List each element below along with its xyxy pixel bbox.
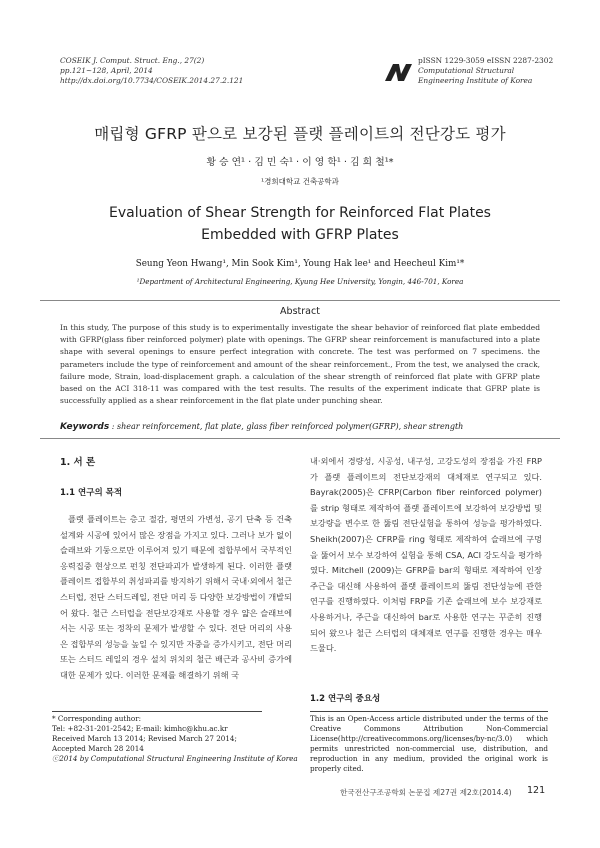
paper-title-korean: 매립형 GFRP 판으로 보강된 플랫 플레이트의 전단강도 평가: [94, 125, 506, 143]
keywords: [60, 422, 550, 432]
section-1-heading: 1. 서 론: [60, 457, 96, 468]
keywords-text: : shear reinforcement, flat plate, glass fiber reinforced polymer(GFRP), shear strength: [109, 422, 464, 431]
paper-title-english: [0, 202, 600, 246]
journal-logo: [383, 62, 413, 82]
corresponding-author-label: * Corresponding author:: [52, 714, 142, 723]
publisher-line-2: Engineering Institute of Korea: [418, 76, 533, 85]
doi-link[interactable]: http://dx.doi.org/10.7734/COSEIK.2014.27.2.121: [60, 76, 244, 85]
keywords-label: Keywords: [60, 422, 110, 432]
affiliation-korean: ¹경희대학교 건축공학과: [261, 177, 339, 186]
authors-english: Seung Yeon Hwang¹, Min Sook Kim¹, Young Hak lee¹ and Heecheul Kim¹*: [135, 259, 465, 269]
page-number: 121: [527, 785, 546, 796]
footnote-rule-right: [310, 711, 548, 712]
section-1-1-heading: 1.1 연구의 목적: [60, 488, 123, 498]
journal-pages: pp.121~128, April, 2014: [60, 66, 153, 75]
copyright: ⓒ2014 by Computational Structural Engineering Institute of Korea: [52, 754, 298, 763]
received-date: Received March 13 2014; Revised March 27 2014;: [52, 734, 237, 743]
issn: pISSN 1229-3059 eISSN 2287-2302: [418, 56, 554, 65]
intro-paragraph-left: 플랫 플레이트는 층고 절감, 평면의 가변성, 공기 단축 등 건축 설계와 시공에 있어서 많은 장점을 가지고 있다. 그러나 보가 없이 슬래브와 기둥으로만 이루어져 있기 때문에 접합부에서 국부적인 응력집중 현상으로 펀칭 전단파괴가 발생하게 된다. 이러한 플랫 플레이트 접합부의 취성파괴를 방지하기 위해서 국내·외에서 철근 스터럽, 전단 스터드레일, 전단 머리 등 다양한 보강방법이 개발되어 왔다. 철근 스터럽을 전단보강재로 사용할 경우 얇은 슬래브에서는 시공 또는 정착의 문제가 발생할 수 있다. 전단 머리의 사용은 접합부의 성능을 높일 수 있지만 자중을 증가시키고, 전단 머리 또는 스터드 레일의 경우 설치 위치의 철근 배근과 공사비 증가에 대한 문제가 있다. 이러한 문제를 해결하기 위해 국: [60, 514, 292, 680]
intro-paragraph-right: 내·외에서 경량성, 시공성, 내구성, 고강도성의 장점을 가진 FRP가 플랫 플레이트의 전단보강재의 대체재로 연구되고 있다. Bayrak(2005)은 CFRP(Carbon fiber reinforced polymer)를 strip 형태로 제작하여 플랫 플레이트에 보강하여 보강방법 및 보강량을 변수로 한 뚫림 전단실험을 통하여 성능을 평가하였다. Sheikh(2007)은 CFRP를 ring 형태로 제작하여 슬래브에 구멍을 뚫어서 보수 보강하여 실험을 통해 CSA, ACI 강도식을 평가하였다. Mitchell (2009)는 GFRP를 bar의 형태로 제작하여 인장 주근을 대신해 사용하여 플랫 플레이트의 뚫림 전단성능에 관한 연구를 진행하였다. 이처럼 FRP를 기존 슬래브에 보수 보강재로 사용하거나, 주근을 대신하여 bar로 사용한 연구는 꾸준히 진행되어 왔으나 철근 스터럽의 대체재로 연구를 진행한 경우는 매우 드물다.: [310, 456, 542, 654]
journal-header-left: [60, 56, 320, 86]
publisher-line-1: Computational Structural: [418, 66, 515, 75]
affiliation-english: ¹Department of Architectural Engineering, Kyung Hee University, Yongin, 446-701, Korea: [136, 277, 464, 286]
abstract-top-rule: [40, 300, 560, 301]
contact-info: Tel: +82-31-201-2542; E-mail: kimhc@khu.ac.kr: [52, 724, 228, 733]
left-column-body: [60, 512, 292, 684]
open-access-note: This is an Open-Access article distributed under the terms of the Creative Commons Attribution Non-Commercial License(http://creativecommons.org/licenses/by-nc/3.0) which permits unrestricted non-commercial use, distribution, and reproduction in any medium, provided the original work is properly cited.: [310, 714, 548, 773]
corresponding-author-note: [52, 714, 302, 764]
title-en-line-2: Embedded with GFRP Plates: [201, 227, 399, 243]
footer-journal-info: 한국전산구조공학회 논문집 제27권 제2호(2014.4): [340, 788, 512, 797]
journal-citation: COSEIK J. Comput. Struct. Eng., 27(2): [60, 56, 205, 65]
abstract-bottom-rule: [40, 438, 560, 439]
journal-header-right: [418, 56, 588, 86]
accepted-date: Accepted March 28 2014: [52, 744, 144, 753]
right-column-body: [310, 454, 542, 657]
authors-korean: 황 승 연¹ · 김 민 숙¹ · 이 영 학¹ · 김 희 철¹*: [206, 157, 394, 168]
section-1-2-heading: 1.2 연구의 중요성: [310, 694, 381, 704]
footnote-rule-left: [52, 711, 262, 712]
abstract-text: In this study, The purpose of this study is to experimentally investigate the shear behavior of reinforced flat plate embedded with GFRP(glass fiber reinforced polymer) plate with openings. The GFRP shear reinforcement is manufactured into a plate shape with several openings to ensure perfect integration with concrete. The test was performed on 7 specimens. the parameters include the type of reinforcement and amount of the shear reinforcement., From the test, we analysed the crack, failure mode, Strain, load-displacement graph. a calculation of the shear strength of reinforced flat plate with GFRP plate based on the ACI 318-11 was compared with the test results. The results of the experiment indicate that GFRP plate is successfully applied as a shear reinforcement in the flat plate under punching shear.: [60, 323, 540, 406]
title-en-line-1: Evaluation of Shear Strength for Reinforced Flat Plates: [109, 205, 491, 221]
abstract-heading: Abstract: [280, 306, 320, 317]
